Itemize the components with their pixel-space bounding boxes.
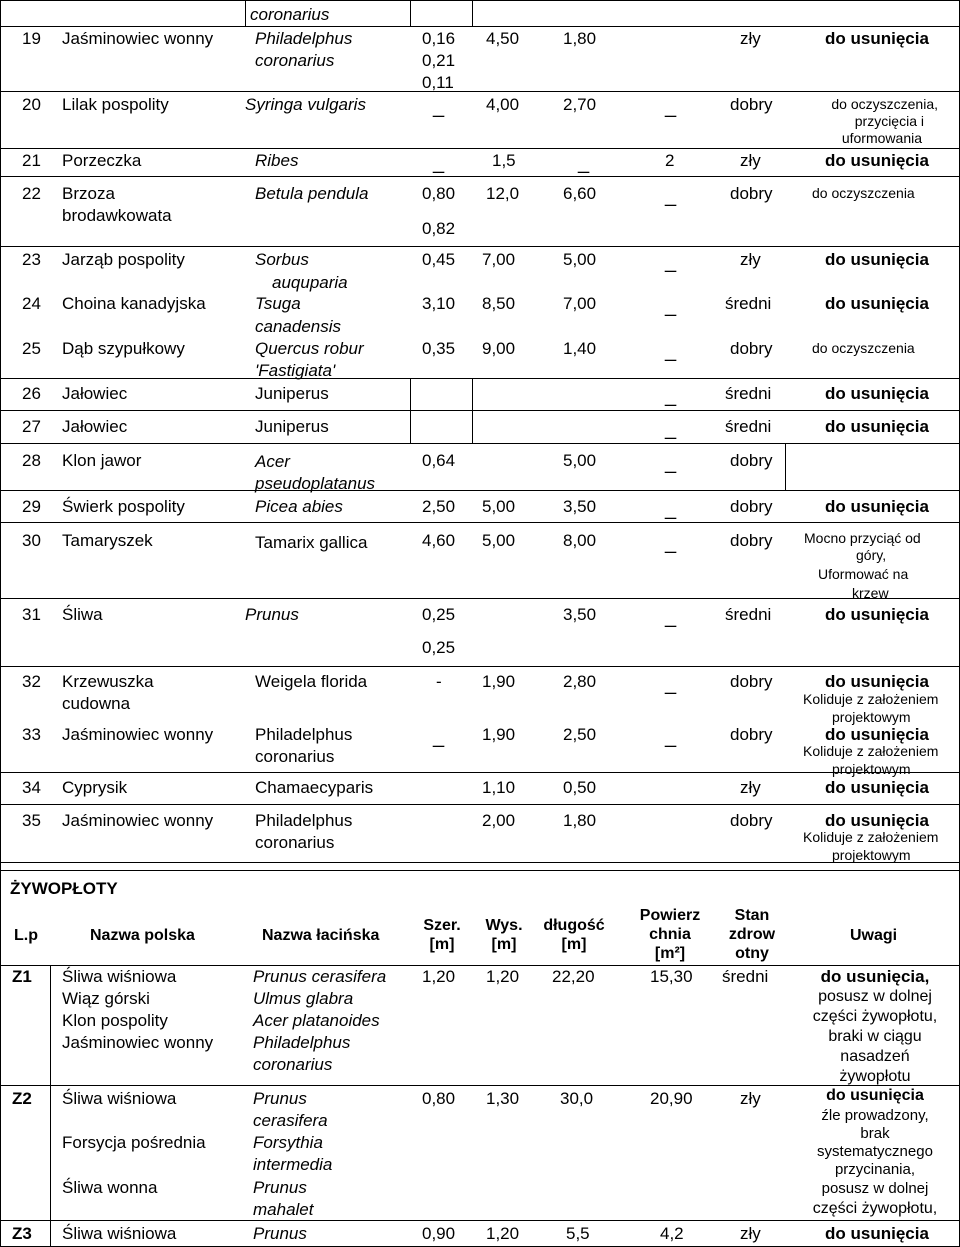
remarks: do usunięcia, [820,967,930,986]
latin-name: Tsuga [255,294,301,313]
condition: zły [740,778,761,797]
polish-name: Śliwa wiśniowa [62,1089,177,1108]
polish-name: cudowna [62,694,131,713]
remarks: nasadzeń [840,1048,910,1065]
width: 1,20 [422,967,456,986]
polish-name: Dąb szypułkowy [62,339,185,358]
polish-name: Jarząb pospolity [62,250,185,269]
row-number: 27 [22,417,41,436]
column-header: Uwagi [850,927,898,944]
no-value-dash: _ [433,152,445,174]
polish-name: Klon pospolity [62,1011,168,1030]
no-value-dash: _ [665,532,677,554]
width: 0,80 [422,1089,456,1108]
latin-name: Forsythia [253,1133,323,1152]
latin-name: coronarius [250,5,330,24]
remarks: do usunięcia [825,294,929,313]
polish-name: Świerk pospolity [62,497,185,516]
latin-name: coronarius [255,833,335,852]
remarks: źle prowadzony, [821,1107,929,1124]
latin-name: Quercus robur [255,339,364,358]
polish-name: Śliwa wonna [62,1178,158,1197]
row-number: 22 [22,184,41,203]
height: 1,90 [482,672,516,691]
column-header: L.p [14,927,38,944]
latin-name: Philadelphus [255,725,353,744]
row-number: 19 [22,29,41,48]
remarks: projektowym [832,761,911,777]
col-divider [472,378,473,443]
length: 5,5 [566,1224,590,1243]
remarks: posusz w dolnej [818,988,932,1005]
condition: zły [740,151,761,170]
polish-name: Jałowiec [62,417,128,436]
condition: średni [722,967,769,986]
crown: 5,00 [563,250,597,269]
remarks: Koliduje z założeniem [803,743,939,759]
polish-name: Jaśminowiec wonny [62,725,214,744]
latin-name: Prunus [253,1224,307,1243]
no-value-dash: _ [665,96,677,118]
latin-name: cerasifera [253,1111,328,1130]
height: 9,00 [482,339,516,358]
condition: dobry [730,811,773,830]
row-divider [0,26,960,27]
height: 1,5 [492,151,516,170]
height: 4,50 [486,29,520,48]
remarks: przycięcia i [854,113,924,129]
row-number: 33 [22,725,41,744]
crown: 1,80 [563,811,597,830]
latin-name: Chamaecyparis [255,778,374,797]
row-divider [0,443,960,444]
latin-name: Syringa vulgaris [245,95,366,114]
condition: dobry [730,451,773,470]
row-number: 28 [22,451,41,470]
height: 8,50 [482,294,516,313]
polish-name: Wiąz górski [62,989,150,1008]
remarks: do oczyszczenia [812,185,915,201]
latin-name: Betula pendula [255,184,369,203]
section-title: ŻYWOPŁOTY [10,879,118,898]
remarks: Mocno przyciąć od [804,530,921,546]
latin-name: mahalet [253,1200,314,1219]
col-divider [785,443,786,490]
row-number: 24 [22,294,41,313]
polish-name: Choina kanadyjska [62,294,206,313]
remarks: do usunięcia [825,811,929,830]
latin-name: coronarius [255,747,335,766]
row-number: 21 [22,151,41,170]
latin-name: Acer [255,452,290,471]
hedge-number: Z2 [12,1089,32,1108]
polish-name: Jaśminowiec wonny [62,811,214,830]
height: 7,00 [482,250,516,269]
crown: 7,00 [563,294,597,313]
remarks: do usunięcia [825,151,929,170]
height: 1,20 [486,967,520,986]
column-header: Nazwa łacińska [262,927,380,944]
latin-name: Weigela florida [255,672,368,691]
no-value-dash: _ [665,385,677,407]
remarks: Koliduje z założeniem [803,829,939,845]
remarks: do usunięcia [825,605,929,624]
remarks: żywopłotu [839,1068,911,1085]
no-value-dash: _ [665,185,677,207]
no-value-dash: _ [665,498,677,520]
area: 15,30 [650,967,693,986]
latin-name: Sorbus [255,250,309,269]
column-header: zdrow [728,926,776,943]
latin-name: Philadelphus [255,29,353,48]
crown: 8,00 [563,531,597,550]
condition: dobry [730,339,773,358]
row-number: 26 [22,384,41,403]
latin-name: Picea abies [255,497,343,516]
remarks: Koliduje z założeniem [803,691,939,707]
remarks: projektowym [832,709,911,725]
height: 5,00 [482,531,516,550]
polish-name: Śliwa wiśniowa [62,967,177,986]
col-divider [0,0,1,1247]
height: 1,10 [482,778,516,797]
latin-name: Tamarix gallica [255,533,368,552]
condition: średni [725,294,772,313]
height: 1,90 [482,725,516,744]
no-value-dash: _ [433,96,445,118]
no-value-dash: _ [665,726,677,748]
condition: średni [725,384,772,403]
latin-name: Juniperus [255,417,329,436]
column-header: Wys. [485,917,523,934]
circumference: 0,25 [422,638,456,657]
height: 1,20 [486,1224,520,1243]
polish-name: Jaśminowiec wonny [62,1033,214,1052]
column-header: otny [735,945,769,962]
circumference: 2,50 [422,497,456,516]
remarks: części żywopłotu, [812,1200,938,1217]
remarks: do usunięcia [825,384,929,403]
latin-name: canadensis [255,317,342,336]
latin-name: Philadelphus [255,811,353,830]
remarks: do oczyszczenia, [831,96,938,112]
remarks: do usunięcia [825,417,929,436]
polish-name: Cyprysik [62,778,128,797]
polish-name: Jałowiec [62,384,128,403]
condition: zły [740,250,761,269]
circumference: 0,45 [422,250,456,269]
row-number: 23 [22,250,41,269]
crown: 1,80 [563,29,597,48]
circumference: 0,25 [422,605,456,624]
crown: 5,00 [563,451,597,470]
row-number: 34 [22,778,41,797]
row-divider [0,862,960,863]
polish-name: Jaśminowiec wonny [62,29,214,48]
height: 4,00 [486,95,520,114]
remarks: do usunięcia [825,497,929,516]
remarks: krzew [852,585,889,601]
remarks: do oczyszczenia [812,340,915,356]
length: 22,20 [552,967,595,986]
no-value-dash: _ [665,452,677,474]
row-divider [0,870,960,871]
no-value-dash: _ [665,340,677,362]
row-divider [0,246,960,247]
row-divider [0,148,960,149]
row-divider [0,666,960,667]
latin-name: Prunus [253,1178,307,1197]
remarks: do usunięcia [825,29,929,48]
col-divider [410,378,411,443]
crown: 3,50 [563,497,597,516]
circumference: - [436,672,442,691]
remarks: do usunięcia [825,672,929,691]
condition: dobry [730,497,773,516]
row-number: 31 [22,605,41,624]
row-divider [0,522,960,523]
polish-name: Brzoza [62,184,115,203]
remarks: braki w ciągu [828,1028,922,1045]
no-value-dash: _ [665,295,677,317]
row-divider [0,598,960,599]
latin-name: coronarius [253,1055,333,1074]
remarks: do usunięcia [825,778,929,797]
remarks: góry, [856,547,887,563]
crown: 2,50 [563,725,597,744]
column-header: chnia [649,926,691,943]
area: 20,90 [650,1089,693,1108]
column-header: długość [543,917,605,934]
condition: dobry [730,95,773,114]
height: 2,00 [482,811,516,830]
crown: 6,60 [563,184,597,203]
crown: 3,50 [563,605,597,624]
circumference: 0,82 [422,219,456,238]
latin-name: pseudoplatanus [255,474,376,493]
no-value-dash: _ [665,418,677,440]
remarks: przycinania, [834,1161,916,1178]
latin-name: Philadelphus [253,1033,351,1052]
no-value-dash: _ [578,152,590,174]
circumference: 0,35 [422,339,456,358]
remarks: uformowania [841,130,922,146]
circumference: 0,21 [422,51,456,70]
col-divider [50,965,51,1247]
area: 4,2 [660,1224,684,1243]
column-header: [m] [429,936,455,953]
condition: dobry [730,725,773,744]
latin-name: Prunus cerasifera [253,967,387,986]
circumference: 0,11 [422,73,454,92]
condition: dobry [730,531,773,550]
column-header: Szer. [423,917,461,934]
row-divider [0,490,960,491]
remarks: do usunięcia [825,250,929,269]
remarks: do usunięcia [825,1224,929,1243]
hedge-number: Z3 [12,1224,32,1243]
latin-name: Ribes [255,151,299,170]
row-divider [0,772,960,773]
row-number: 32 [22,672,41,691]
circumference: 0,64 [422,451,456,470]
polish-name: Porzeczka [62,151,142,170]
row-divider [0,0,960,1]
crown: 0,50 [563,778,597,797]
row-divider [0,378,960,379]
latin-name: coronarius [255,51,335,70]
remarks: projektowym [832,847,911,863]
latin-name: 'Fastigiata' [255,361,336,380]
width: 0,90 [422,1224,456,1243]
condition: zły [740,1224,761,1243]
hedge-number: Z1 [12,967,32,986]
row-divider [0,91,960,92]
column-header: [m²] [654,945,686,962]
remarks: systematycznego [817,1143,933,1160]
height: 1,30 [486,1089,520,1108]
row-number: 30 [22,531,41,550]
row-number: 20 [22,95,41,114]
no-value-dash: _ [433,726,445,748]
row-divider [0,176,960,177]
latin-name: Prunus [253,1089,307,1108]
condition: zły [740,29,761,48]
remarks: posusz w dolnej [821,1180,929,1197]
column-header: [m] [561,936,587,953]
condition: zły [740,1089,761,1108]
polish-name: Forsycja pośrednia [62,1133,206,1152]
column-header: Stan [734,907,770,924]
polish-name: Śliwa wiśniowa [62,1224,177,1243]
condition: średni [725,417,772,436]
no-value-dash: _ [665,606,677,628]
column-header: Nazwa polska [90,927,195,944]
condition: średni [725,605,772,624]
height: 12,0 [486,184,520,203]
polish-name: Lilak pospolity [62,95,169,114]
circumference: 4,60 [422,531,456,550]
circumference: 0,16 [422,29,456,48]
row-number: 25 [22,339,41,358]
row-divider [0,410,960,411]
latin-name: Acer platanoides [253,1011,380,1030]
crown: 2,80 [563,672,597,691]
height: 5,00 [482,497,516,516]
no-value-dash: _ [665,673,677,695]
polish-name: Klon jawor [62,451,142,470]
column-header: Powierz [639,907,701,924]
row-number: 35 [22,811,41,830]
remarks: do usunięcia [825,725,929,744]
col-divider [410,0,411,26]
circumference: 3,10 [422,294,456,313]
col-divider [472,0,473,26]
remarks: brak [860,1125,890,1142]
col-divider [245,0,246,26]
latin-name: Ulmus glabra [253,989,354,1008]
circumference: 0,80 [422,184,456,203]
polish-name: Tamaryszek [62,531,153,550]
latin-name: Juniperus [255,384,329,403]
condition: dobry [730,672,773,691]
remarks: do usunięcia [826,1087,924,1104]
crown: 1,40 [563,339,597,358]
polish-name: Krzewuszka [62,672,154,691]
column-header: [m] [491,936,517,953]
latin-name: auquparia [272,273,348,292]
crown: 2,70 [563,95,597,114]
crown: 2 [665,151,675,170]
row-number: 29 [22,497,41,516]
no-value-dash: _ [665,251,677,273]
row-divider [0,804,960,805]
polish-name: brodawkowata [62,206,172,225]
length: 30,0 [560,1089,594,1108]
row-divider [0,1220,960,1221]
polish-name: Śliwa [62,605,103,624]
remarks: części żywopłotu, [812,1008,938,1025]
latin-name: intermedia [253,1155,333,1174]
latin-name: Prunus [245,605,299,624]
remarks: Uformować na [818,566,909,582]
condition: dobry [730,184,773,203]
